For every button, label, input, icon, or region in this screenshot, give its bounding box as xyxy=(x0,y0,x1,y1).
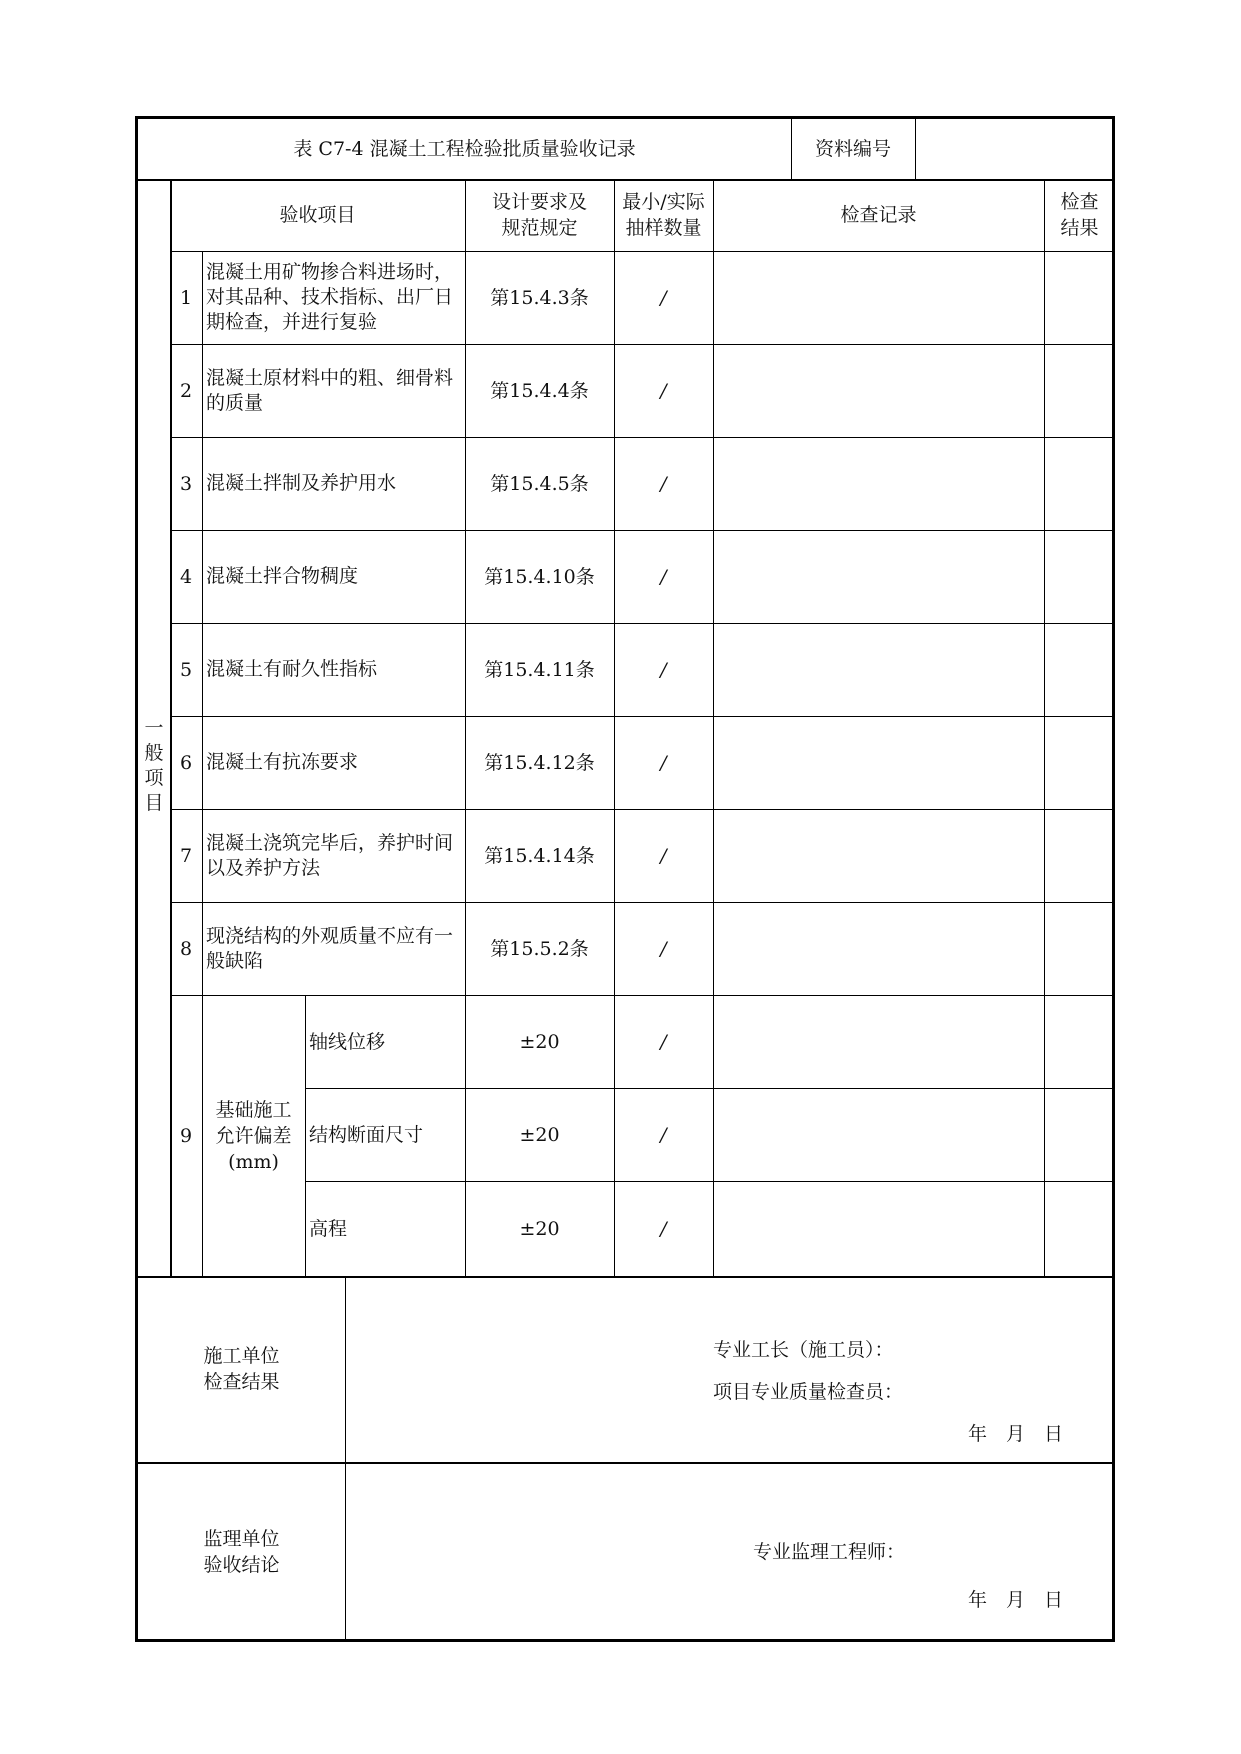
row-design-requirement: 第15.4.14条 xyxy=(484,844,595,867)
row-check-result-cell[interactable] xyxy=(1044,809,1115,902)
doc-number-field[interactable] xyxy=(915,119,1115,179)
row-check-result-cell[interactable] xyxy=(1044,623,1115,716)
row-item-name: 混凝土拌合物稠度 xyxy=(206,565,359,587)
sub-item-sample-count[interactable]: / xyxy=(660,1217,667,1240)
col-header-design: 设计要求及 规范规定 xyxy=(491,191,587,239)
row-number: 6 xyxy=(179,751,193,774)
row-number: 5 xyxy=(179,658,193,681)
row-check-result-cell[interactable] xyxy=(1044,437,1115,530)
supervision-date[interactable]: 年 月 日 xyxy=(968,1589,1064,1611)
row-check-result-cell[interactable] xyxy=(1044,251,1115,344)
row-item-name: 现浇结构的外观质量不应有一 般缺陷 xyxy=(206,924,454,972)
row-design-requirement: 第15.4.5条 xyxy=(490,472,589,495)
row-number: 2 xyxy=(179,379,193,402)
sub-item-design-requirement: ±20 xyxy=(519,1030,560,1053)
row-check-result-cell[interactable] xyxy=(1044,902,1115,995)
row-sample-count[interactable]: / xyxy=(660,472,667,495)
row-sample-count[interactable]: / xyxy=(660,844,667,867)
row-check-result-cell[interactable] xyxy=(1044,716,1115,809)
col-header-result: 检查 结果 xyxy=(1060,191,1099,239)
row-9-number: 9 xyxy=(179,1124,193,1147)
row-check-result-cell[interactable] xyxy=(1044,530,1115,623)
construction-unit-label: 施工单位 检查结果 xyxy=(203,1345,280,1393)
sub-item-design-requirement: ±20 xyxy=(519,1217,560,1240)
row-check-record-cell[interactable] xyxy=(713,251,1044,344)
row-check-record-cell[interactable] xyxy=(713,716,1044,809)
sub-item-sample-count[interactable]: / xyxy=(660,1123,667,1146)
sub-item-name: 轴线位移 xyxy=(309,1030,386,1053)
sub-item-name: 结构断面尺寸 xyxy=(309,1123,424,1146)
row-9-group: 基础施工 允许偏差 (mm) xyxy=(215,1098,292,1173)
sub-item-name: 高程 xyxy=(309,1217,348,1240)
row-item-name: 混凝土有抗冻要求 xyxy=(206,751,359,773)
row-sample-count[interactable]: / xyxy=(660,751,667,774)
row-design-requirement: 第15.4.10条 xyxy=(484,565,595,588)
row-item-name: 混凝土拌制及养护用水 xyxy=(206,472,397,494)
foreman-signature[interactable]: 专业工长（施工员）： xyxy=(713,1339,894,1361)
row-sample-count[interactable]: / xyxy=(660,565,667,588)
group-label-general-items: 一 般 项 目 xyxy=(144,717,164,814)
row-design-requirement: 第15.4.12条 xyxy=(484,751,595,774)
row-number: 3 xyxy=(179,472,193,495)
grid-line xyxy=(345,1276,346,1642)
row-check-record-cell[interactable] xyxy=(713,344,1044,437)
row-number: 4 xyxy=(179,565,193,588)
supervision-unit-label: 监理单位 验收结论 xyxy=(203,1528,280,1576)
row-item-name: 混凝土浇筑完毕后，养护时间 以及养护方法 xyxy=(206,831,454,879)
row-design-requirement: 第15.4.4条 xyxy=(490,379,589,402)
row-check-record-cell[interactable] xyxy=(713,623,1044,716)
row-item-name: 混凝土原材料中的粗、细骨料 的质量 xyxy=(206,366,454,414)
row-sample-count[interactable]: / xyxy=(660,379,667,402)
row-item-name: 混凝土有耐久性指标 xyxy=(206,658,378,680)
col-header-record: 检查记录 xyxy=(840,204,917,226)
sub-item-design-requirement: ±20 xyxy=(519,1123,560,1146)
row-number: 7 xyxy=(179,844,193,867)
form-title: 表 C7-4 混凝土工程检验批质量验收记录 xyxy=(293,138,636,160)
row-design-requirement: 第15.4.3条 xyxy=(490,286,589,309)
inspection-form xyxy=(135,116,1115,1642)
row-check-result-cell[interactable] xyxy=(1044,344,1115,437)
row-check-record-cell[interactable] xyxy=(713,809,1044,902)
construction-date[interactable]: 年 月 日 xyxy=(968,1423,1064,1445)
quality-inspector-signature[interactable]: 项目专业质量检查员： xyxy=(713,1381,904,1403)
row-item-name: 混凝土用矿物掺合料进场时， 对其品种、技术指标、出厂日 期检查，并进行复验 xyxy=(206,261,454,333)
doc-number-label: 资料编号 xyxy=(814,138,891,160)
col-header-sample: 最小/实际 抽样数量 xyxy=(622,191,705,239)
row-sample-count[interactable]: / xyxy=(660,937,667,960)
row-number: 8 xyxy=(179,937,193,960)
row-sample-count[interactable]: / xyxy=(660,658,667,681)
supervising-engineer-signature[interactable]: 专业监理工程师： xyxy=(753,1541,906,1563)
row-check-record-cell[interactable] xyxy=(713,437,1044,530)
col-header-item: 验收项目 xyxy=(279,204,356,226)
row-sample-count[interactable]: / xyxy=(660,286,667,309)
row-design-requirement: 第15.5.2条 xyxy=(490,937,589,960)
row-design-requirement: 第15.4.11条 xyxy=(484,658,595,681)
sub-item-sample-count[interactable]: / xyxy=(660,1030,667,1053)
row-number: 1 xyxy=(179,286,193,309)
row-check-record-cell[interactable] xyxy=(713,530,1044,623)
row-check-record-cell[interactable] xyxy=(713,902,1044,995)
